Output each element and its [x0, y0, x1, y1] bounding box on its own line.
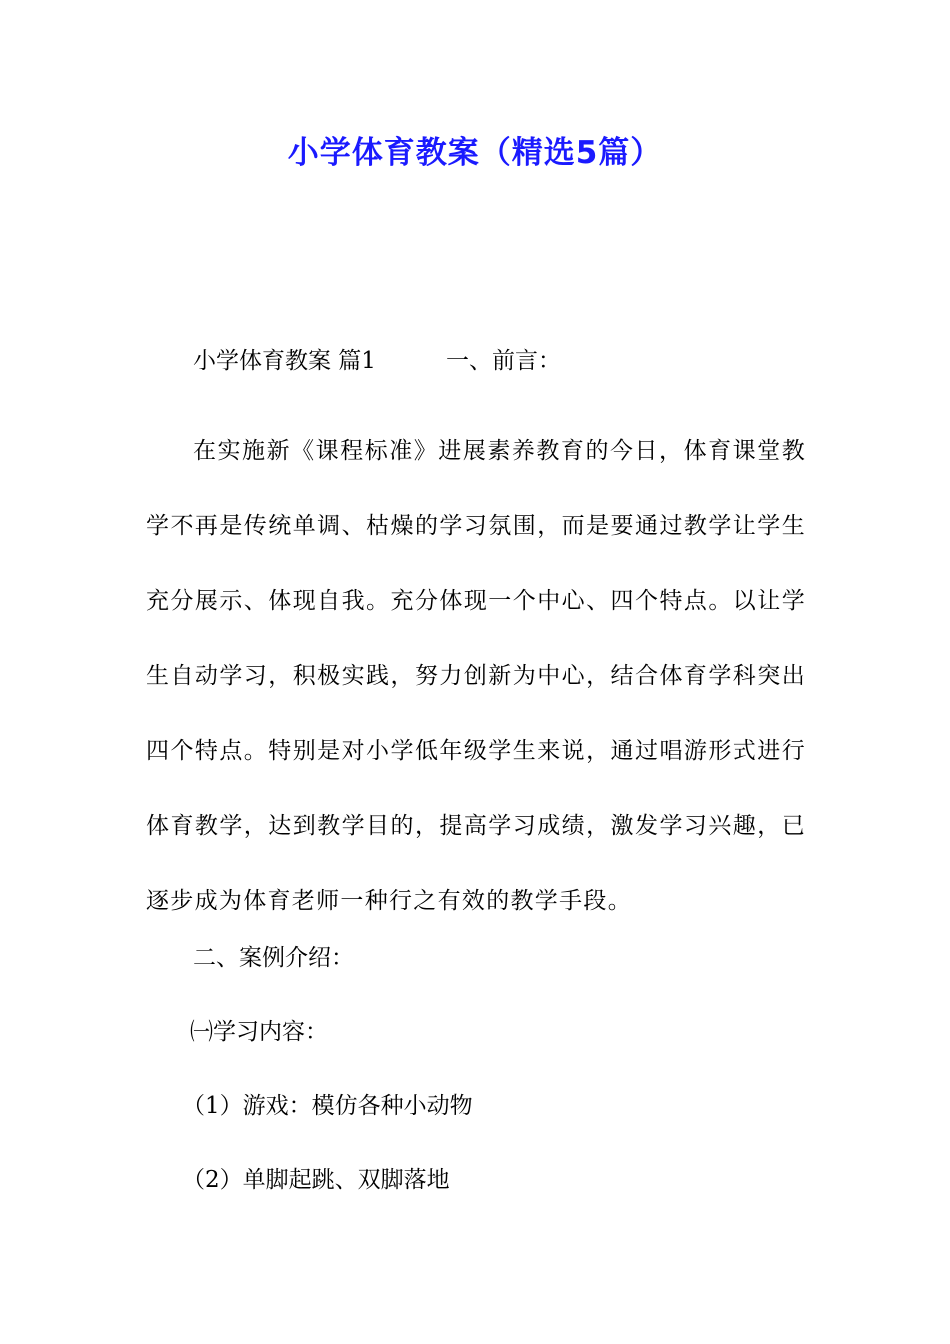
heading-preface: 一、前言： [445, 348, 561, 374]
list-item-game: （1）游戏：模仿各种小动物 [182, 1093, 473, 1119]
heading-learning-content: ㈠学习内容： [190, 1019, 328, 1045]
section-heading: 小学体育教案 篇1 [193, 348, 376, 374]
heading-case-intro: 二、案例介绍： [193, 945, 354, 971]
list-item-jump: （2）单脚起跳、双脚落地 [182, 1167, 450, 1193]
document-title: 小学体育教案（精选5篇） [287, 135, 663, 171]
preface-paragraph: 在实施新《课程标准》进展素养教育的今日，体育课堂教学不再是传统单调、枯燥的学习氛围，而是要通过教学让学生充分展示、体现自我。充分体现一个中心、四个特点。以让学生自动学习，积极实践，努力创新为中心，结合体育学科突出四个特点。特别是对小学低年级学生来说，通过唱游形式进行体育教学，达到教学目的，提高学习成绩，激发学习兴趣，已逐步成为体育老师一种行之有效的教学手段。 [146, 438, 806, 914]
section-heading-row [193, 343, 561, 379]
